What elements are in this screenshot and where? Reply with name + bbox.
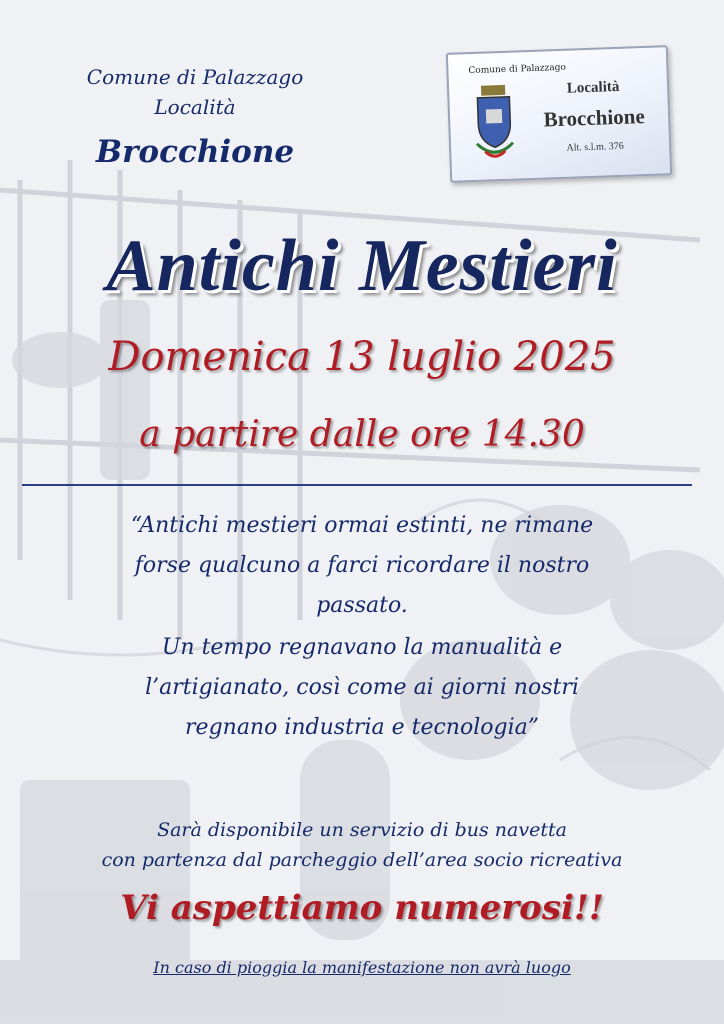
closing-message: Vi aspettiamo numerosi!! [120,888,604,928]
sign-localita: Località [566,78,620,97]
quote-line: l’artigianato, così come ai giorni nostri [145,675,579,700]
sign-comune: Comune di Palazzago [468,62,566,77]
quote-line: Un tempo regnavano la manualità e [161,635,563,660]
rain-note: In caso di pioggia la manifestazione non avrà luogo [153,958,571,977]
coat-of-arms-icon [467,82,522,164]
event-title: Antichi Mestieri [106,225,618,307]
quote-line: forse qualcuno a farci ricordare il nostro [134,553,590,578]
sign-altitude: Alt. s.l.m. 376 [566,140,624,154]
quote-line: regnano industria e tecnologia” [185,715,539,740]
localita-label: Località [154,95,236,119]
event-time: a partire dalle ore 14.30 [139,414,585,455]
sign-place-name: Brocchione [543,104,646,132]
quote-line: “Antichi mestieri ormai estinti, ne rimane [130,513,594,538]
bus-info-line: con partenza dal parcheggio dell’area socio ricreativa [101,849,623,871]
place-name: Brocchione [95,134,295,170]
bus-info-line: Sarà disponibile un servizio di bus navetta [157,819,567,841]
divider [22,484,692,486]
event-date: Domenica 13 luglio 2025 [108,334,616,380]
quote-line: passato. [316,593,408,618]
place-sign [446,45,672,183]
comune-label: Comune di Palazzago [86,65,304,89]
